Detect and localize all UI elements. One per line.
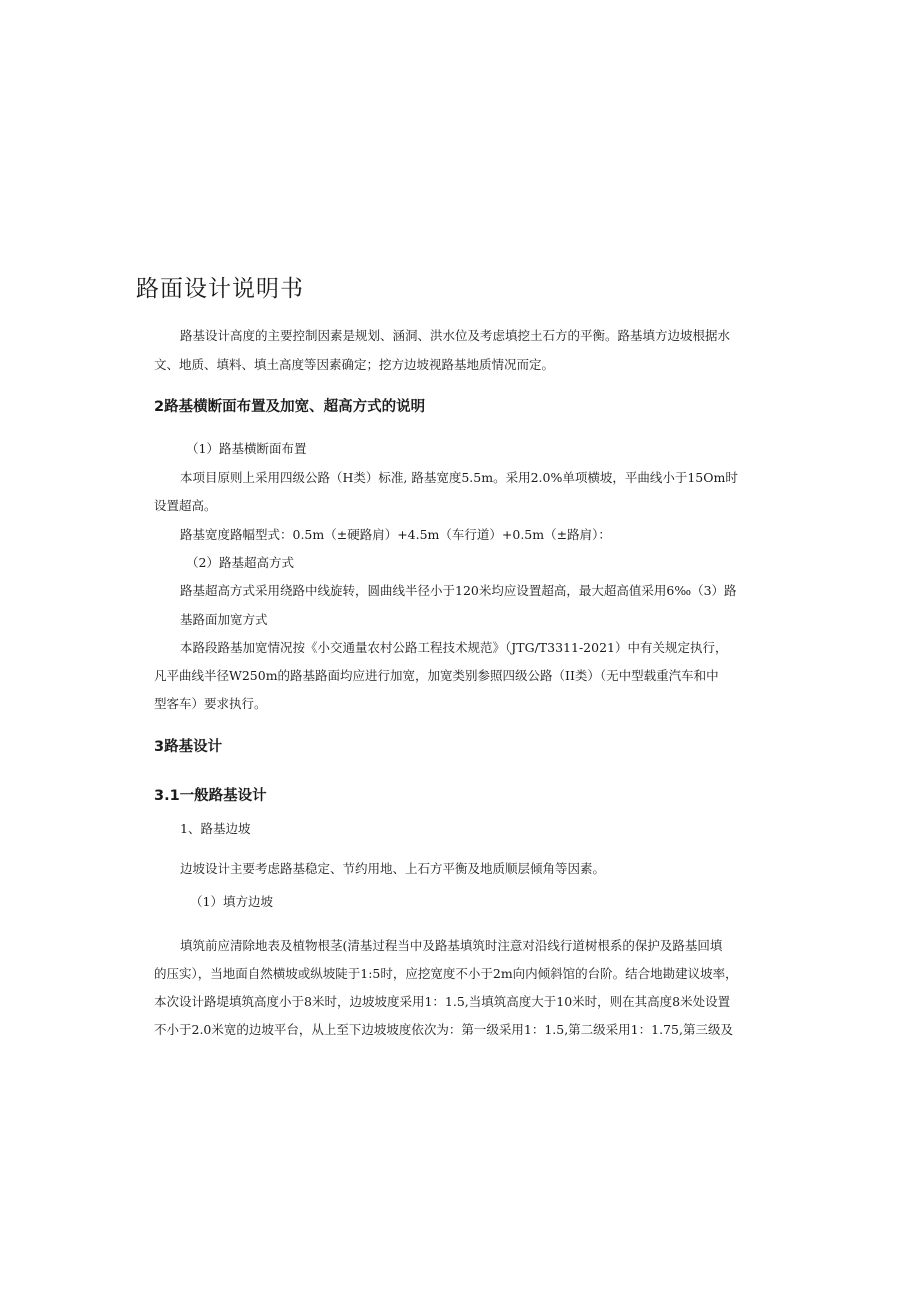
section-3-sub-1: （1）填方边坡: [190, 894, 273, 909]
section-3-p2-line-3: 本次设计路堤填筑高度小于8米时，边坡坡度采用1：1.5,当填筑高度大于10米时，则在其高度8米处设置: [154, 994, 731, 1009]
section-3-p1: 边坡设计主要考虑路基稳定、节约用地、上石方平衡及地质顺层倾角等因素。: [180, 861, 606, 876]
intro-line-2: 文、地质、填料、填土高度等因素确定；挖方边坡视路基地质情况而定。: [154, 357, 555, 372]
section-2-p1-line-2: 设置超高。: [154, 498, 217, 513]
section-3-1-heading: 3.1一般路基设计: [154, 788, 267, 804]
section-2-p3-line-2: 基路面加宽方式: [180, 612, 268, 627]
section-2-p4-line-2: 凡平曲线半径W250m的路基路面均应进行加宽，加宽类别参照四级公路（II类）（无中型载重汽车和中: [154, 668, 719, 683]
section-2-p2: 路基宽度路幅型式：0.5m（±硬路肩）+4.5m（车行道）+0.5m（±路肩）：: [180, 527, 611, 542]
section-2-p4-line-3: 型客车）要求执行。: [154, 696, 267, 711]
section-3-p2-line-1: 填筑前应清除地表及植物根茎(清基过程当中及路基填筑时注意对沿线行道树根系的保护及路基回填: [180, 938, 723, 953]
intro-line-1: 路基设计高度的主要控制因素是规划、涵洞、洪水位及考虑填挖土石方的平衡。路基填方边坡根据水: [180, 328, 731, 343]
section-3-heading: 3路基设计: [154, 739, 223, 755]
section-2-p1-line-1: 本项目原则上采用四级公路（H类）标准, 路基宽度5.5m。采用2.0%单项横坡，平曲线小于15Om时: [180, 470, 738, 485]
section-3-p2-line-2: 的压实），当地面自然横坡或纵坡陡于1:5时，应挖宽度不小于2m向内倾斜馆的台阶。结合地勘建议坡率，: [154, 966, 738, 981]
section-2-p4-line-1: 本路段路基加宽情况按《小交通量农村公路工程技术规范》（JTG/T3311-2021）中有关规定执行，: [180, 640, 728, 655]
document-title: 路面设计说明书: [136, 276, 304, 302]
section-3-p2-line-4: 不小于2.0米宽的边坡平台，从上至下边坡坡度依次为：第一级采用1：1.5,第二级采用1：1.75,第三级及: [154, 1022, 733, 1037]
section-2-sub-1: （1）路基横断面布置: [186, 441, 307, 456]
section-2-heading: 2路基横断面布置及加宽、超高方式的说明: [154, 399, 426, 415]
section-2-sub-2: （2）路基超高方式: [186, 555, 294, 570]
section-2-p3-line-1: 路基超高方式采用绕路中线旋转，圆曲线半径小于120米均应设置超高，最大超高值采用6‰（3）路: [180, 583, 737, 598]
section-3-item-1: 1、路基边坡: [180, 821, 251, 836]
